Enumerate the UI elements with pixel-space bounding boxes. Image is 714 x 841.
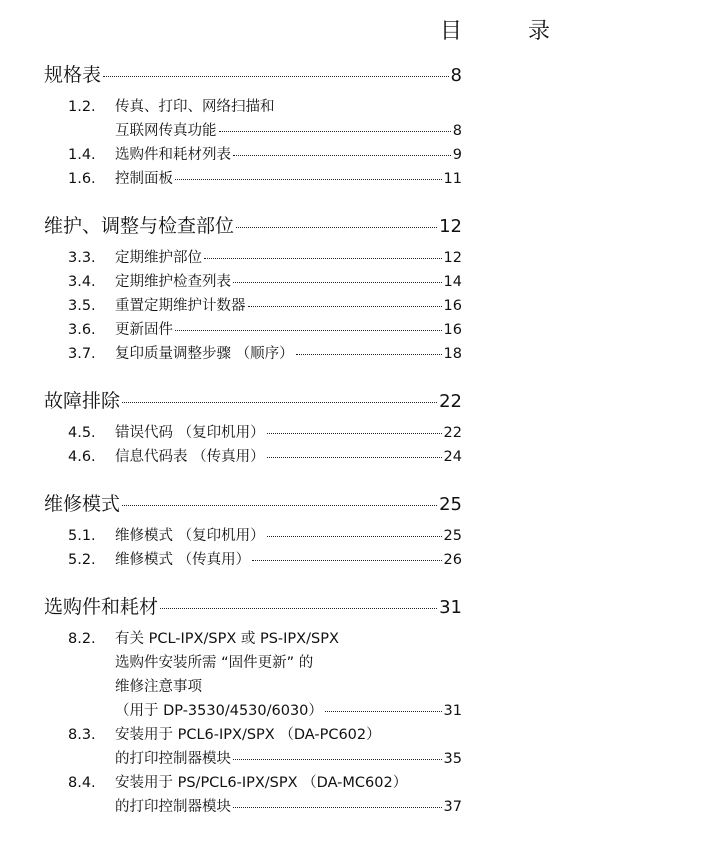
entry-text: 安装用于 PCL6-IPX/SPX （DA-PC602） — [115, 727, 381, 743]
dot-leader — [233, 155, 451, 156]
entry-number: 1.6. — [68, 171, 96, 187]
dot-leader — [122, 402, 437, 403]
dot-leader — [296, 354, 442, 355]
section-heading[interactable] — [44, 594, 462, 621]
page-number: 16 — [443, 322, 462, 338]
section-heading[interactable] — [44, 62, 462, 89]
entry-text: 定期维护检查列表 — [115, 274, 231, 290]
toc-entry[interactable] — [44, 421, 462, 445]
dot-leader — [122, 505, 437, 506]
dot-leader — [103, 76, 449, 77]
entry-text: （用于 DP-3530/4530/6030） — [115, 703, 323, 719]
page-number: 18 — [443, 346, 462, 362]
toc-entry[interactable] — [44, 524, 462, 548]
toc-section — [44, 388, 462, 469]
toc-entry[interactable] — [44, 445, 462, 469]
toc-entry[interactable] — [44, 294, 462, 318]
page-number: 37 — [443, 799, 462, 815]
dot-leader — [175, 179, 442, 180]
entry-number: 3.3. — [68, 250, 96, 266]
page-number: 25 — [443, 528, 462, 544]
toc-entry[interactable] — [44, 747, 462, 771]
entry-number: 4.5. — [68, 425, 96, 441]
page-number: 31 — [439, 597, 462, 618]
toc-entry[interactable] — [44, 699, 462, 723]
entry-text: 重置定期维护计数器 — [115, 298, 246, 314]
toc-entry[interactable] — [44, 270, 462, 294]
toc-entry[interactable] — [44, 548, 462, 572]
page-number: 24 — [443, 449, 462, 465]
toc-section — [44, 491, 462, 572]
entry-text: 选购件和耗材列表 — [115, 147, 231, 163]
entry-text: 错误代码 （复印机用） — [115, 425, 265, 441]
entry-number: 3.5. — [68, 298, 96, 314]
section-title: 选购件和耗材 — [44, 596, 159, 618]
entry-text: 选购件安装所需 “固件更新” 的 — [115, 655, 314, 671]
dot-leader — [267, 433, 442, 434]
section-title: 维护、调整与检查部位 — [44, 215, 235, 237]
page-number: 31 — [443, 703, 462, 719]
page-number: 22 — [443, 425, 462, 441]
dot-leader — [248, 306, 442, 307]
dot-leader — [204, 258, 442, 259]
dot-leader — [325, 711, 442, 712]
dot-leader — [219, 131, 451, 132]
toc-entry[interactable] — [44, 167, 462, 191]
toc-entry[interactable] — [44, 627, 462, 651]
entry-text: 信息代码表 （传真用） — [115, 449, 265, 465]
page-number: 35 — [443, 751, 462, 767]
toc-entry[interactable] — [44, 143, 462, 167]
page-number: 22 — [439, 391, 462, 412]
page-number: 12 — [439, 216, 462, 237]
toc-entry[interactable] — [44, 723, 462, 747]
page-number: 25 — [439, 494, 462, 515]
section-heading[interactable] — [44, 491, 462, 518]
dot-leader — [252, 560, 441, 561]
page-number: 8 — [452, 123, 462, 139]
page-number: 14 — [443, 274, 462, 290]
dot-leader — [236, 227, 437, 228]
entry-number: 8.3. — [68, 727, 96, 743]
page-number: 11 — [443, 171, 462, 187]
entry-text: 的打印控制器模块 — [115, 751, 231, 767]
page-number: 12 — [443, 250, 462, 266]
section-title: 规格表 — [44, 64, 102, 86]
section-heading[interactable] — [44, 213, 462, 240]
dot-leader — [233, 282, 442, 283]
table-of-contents — [44, 62, 462, 841]
toc-entry[interactable] — [44, 95, 462, 119]
toc-section — [44, 594, 462, 819]
section-title: 故障排除 — [44, 390, 121, 412]
section-title: 维修模式 — [44, 493, 121, 515]
toc-entry[interactable] — [44, 651, 462, 675]
dot-leader — [160, 608, 437, 609]
toc-section — [44, 62, 462, 191]
entry-text: 维修模式 （复印机用） — [115, 528, 265, 544]
entry-number: 1.2. — [68, 99, 96, 115]
dot-leader — [233, 759, 442, 760]
entry-text: 维修模式 （传真用） — [115, 552, 251, 568]
section-heading[interactable] — [44, 388, 462, 415]
entry-number: 4.6. — [68, 449, 96, 465]
toc-entry[interactable] — [44, 795, 462, 819]
page-number: 8 — [450, 65, 462, 86]
dot-leader — [267, 536, 442, 537]
toc-entry[interactable] — [44, 119, 462, 143]
dot-leader — [267, 457, 442, 458]
entry-text: 的打印控制器模块 — [115, 799, 231, 815]
entry-text: 更新固件 — [115, 322, 173, 338]
entry-number: 8.4. — [68, 775, 96, 791]
toc-section — [44, 213, 462, 366]
page-title: 目 录 — [440, 19, 573, 44]
toc-entry[interactable] — [44, 318, 462, 342]
entry-number: 3.6. — [68, 322, 96, 338]
entry-text: 控制面板 — [115, 171, 173, 187]
entry-text: 互联网传真功能 — [115, 123, 217, 139]
entry-text: 维修注意事项 — [115, 679, 202, 695]
entry-text: 安装用于 PS/PCL6-IPX/SPX （DA-MC602） — [115, 775, 408, 791]
toc-entry[interactable] — [44, 675, 462, 699]
entry-text: 有关 PCL-IPX/SPX 或 PS-IPX/SPX — [115, 631, 339, 647]
entry-text: 复印质量调整步骤 （顺序） — [115, 346, 294, 362]
entry-number: 3.4. — [68, 274, 96, 290]
toc-entry[interactable] — [44, 771, 462, 795]
toc-entry[interactable] — [44, 342, 462, 366]
entry-number: 3.7. — [68, 346, 96, 362]
entry-number: 8.2. — [68, 631, 96, 647]
toc-entry[interactable] — [44, 246, 462, 270]
entry-number: 1.4. — [68, 147, 96, 163]
page-number: 9 — [452, 147, 462, 163]
dot-leader — [175, 330, 442, 331]
page-number: 26 — [443, 552, 462, 568]
page-number: 16 — [443, 298, 462, 314]
entry-number: 5.1. — [68, 528, 96, 544]
dot-leader — [233, 807, 442, 808]
entry-text: 传真、打印、网络扫描和 — [115, 99, 275, 115]
entry-number: 5.2. — [68, 552, 96, 568]
entry-text: 定期维护部位 — [115, 250, 202, 266]
